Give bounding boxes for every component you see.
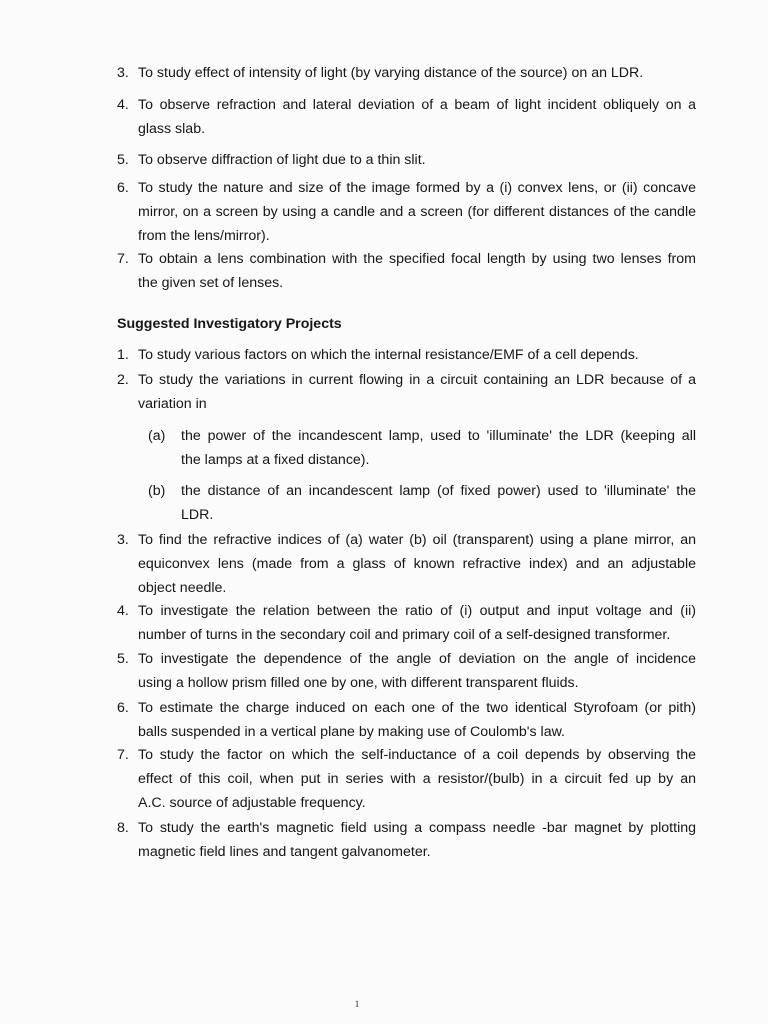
text-line: LDR.	[181, 506, 214, 523]
text-line: the power of the incandescent lamp, used to 'illuminate' the LDR (keeping all	[181, 428, 696, 444]
section-heading: Suggested Investigatory Projects	[117, 316, 342, 332]
item-text	[138, 648, 696, 696]
text-line: glass slab.	[138, 120, 206, 137]
text-line: magnetic field lines and tangent galvanometer.	[138, 843, 431, 860]
text-line: To find the refractive indices of (a) water (b) oil (transparent) using a plane mirror, an	[138, 532, 696, 548]
item-number: 1.	[117, 347, 129, 363]
item-text	[138, 529, 696, 600]
text-line: from the lens/mirror).	[138, 227, 270, 244]
text-line: To observe diffraction of light due to a thin slit.	[138, 152, 426, 168]
text-line: number of turns in the secondary coil and primary coil of a self-designed transformer.	[138, 626, 671, 643]
item-number: 2.	[117, 372, 129, 388]
text-line: To study the factor on which the self-inductance of a coil depends by observing the	[138, 747, 696, 763]
text-line: equiconvex lens (made from a glass of known refractive index) and an adjustable	[138, 555, 696, 572]
text-line: To obtain a lens combination with the specified focal length by using two lenses from	[138, 251, 696, 267]
item-number: 7.	[117, 251, 129, 267]
text-line: effect of this coil, when put in series with a resistor/(bulb) in a circuit fed up by an	[138, 770, 696, 787]
item-text	[138, 697, 696, 745]
item-number: 4.	[117, 603, 129, 619]
text-line: To estimate the charge induced on each one of the two identical Styrofoam (or pith)	[138, 700, 696, 716]
page-number: 1	[354, 999, 360, 1009]
text-line: To study various factors on which the internal resistance/EMF of a cell depends.	[138, 347, 639, 363]
item-number: 4.	[117, 97, 129, 113]
item-text	[138, 369, 696, 417]
item-text	[138, 817, 696, 865]
text-line: variation in	[138, 395, 207, 412]
item-number: 6.	[117, 180, 129, 196]
text-line: the distance of an incandescent lamp (of fixed power) used to 'illuminate' the	[181, 483, 696, 499]
item-text	[138, 344, 696, 368]
item-number: 3.	[117, 532, 129, 548]
text-line: using a hollow prism filled one by one, with different transparent fluids.	[138, 674, 579, 691]
item-text	[138, 248, 696, 296]
text-line: A.C. source of adjustable frequency.	[138, 794, 366, 811]
text-line: To study the nature and size of the image formed by a (i) convex lens, or (ii) concave	[138, 180, 696, 196]
item-number: 6.	[117, 700, 129, 716]
text-line: To observe refraction and lateral deviation of a beam of light incident obliquely on a	[138, 97, 696, 113]
text-line: To investigate the relation between the ratio of (i) output and input voltage and (ii)	[138, 603, 696, 619]
item-text	[138, 94, 696, 142]
item-number: 8.	[117, 820, 129, 836]
subitem-label: (b)	[148, 483, 166, 499]
text-line: To study the variations in current flowing in a circuit containing an LDR because of a	[138, 372, 696, 388]
item-number: 3.	[117, 65, 129, 81]
text-line: To study the earth's magnetic field using a compass needle -bar magnet by plotting	[138, 820, 696, 836]
text-line: object needle.	[138, 579, 227, 596]
subitem-text	[181, 425, 696, 473]
item-text	[138, 62, 696, 86]
text-line: the lamps at a fixed distance).	[181, 451, 370, 468]
text-line: mirror, on a screen by using a candle and a screen (for different distances of the candle	[138, 203, 696, 220]
text-line: To study effect of intensity of light (by varying distance of the source) on an LDR.	[138, 65, 644, 81]
subitem-text	[181, 480, 696, 528]
item-text	[138, 600, 696, 648]
item-text	[138, 744, 696, 815]
text-line: the given set of lenses.	[138, 274, 284, 291]
item-number: 5.	[117, 651, 129, 667]
text-line: balls suspended in a vertical plane by making use of Coulomb's law.	[138, 723, 565, 740]
item-text	[138, 149, 696, 173]
item-number: 5.	[117, 152, 129, 168]
text-line: To investigate the dependence of the angle of deviation on the angle of incidence	[138, 651, 696, 667]
item-number: 7.	[117, 747, 129, 763]
subitem-label: (a)	[148, 428, 166, 444]
item-text	[138, 177, 696, 248]
